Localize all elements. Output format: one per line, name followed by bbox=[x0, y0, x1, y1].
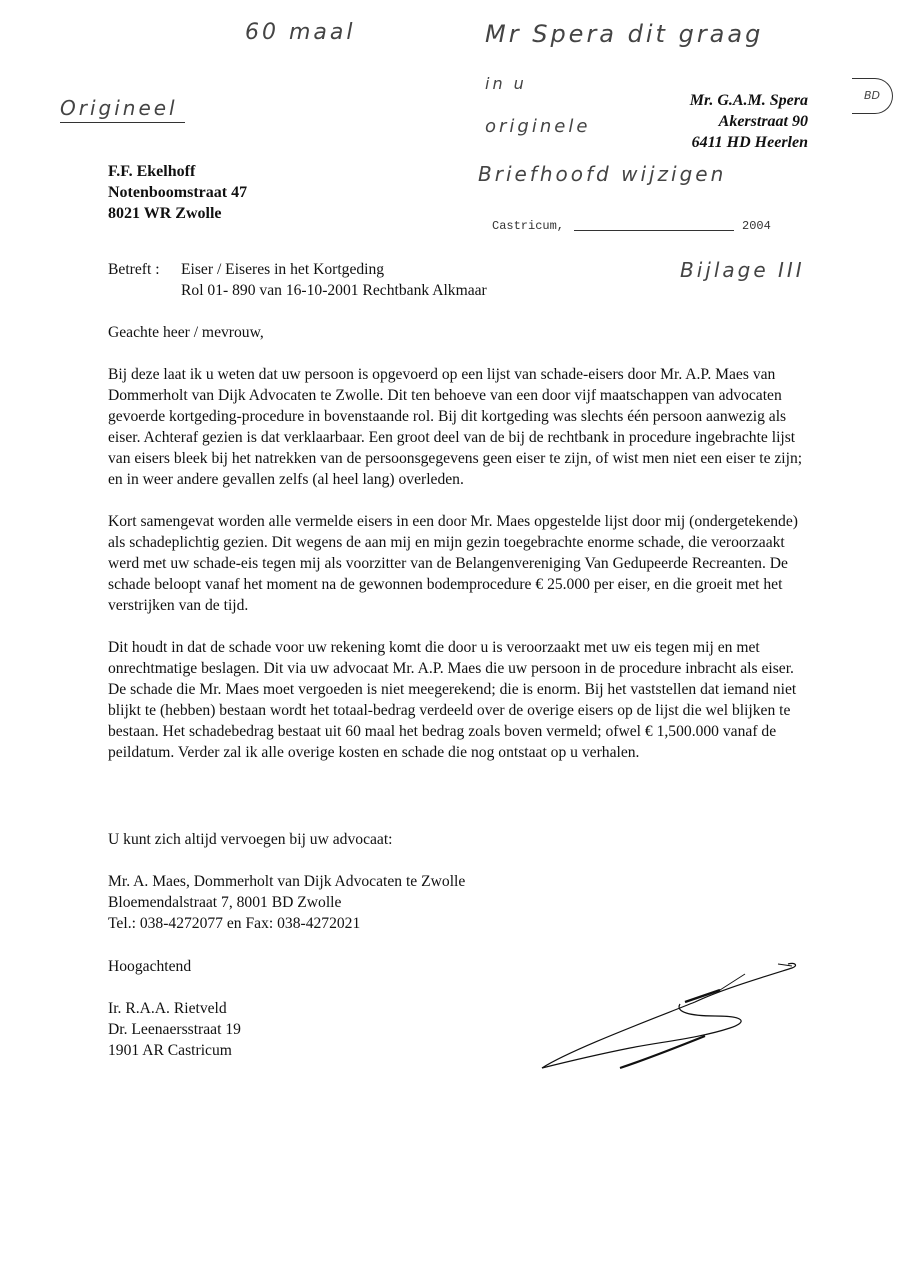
initials-stamp: BD bbox=[852, 78, 893, 114]
paragraph-2: Kort samengevat worden alle vermelde eisers in een door Mr. Maes opgestelde lijst door mij (ondergetekende) als schadeplichtig gezien. Dit wegens de aan mij en mijn gezin toegebrachte enorme schade, die veroorzaakt werd met uw schade-eis tegen mij als voorzitter van de Belangenvereniging Van Gedupeerde Recreanten. De schade beloopt vanaf het moment na de gewonnen bodemprocedure € 25.000 per eiser, en die groeit met het verstrijken van de tijd. bbox=[108, 513, 798, 614]
paragraph-4: U kunt zich altijd vervoegen bij uw advocaat: bbox=[108, 831, 393, 848]
signatory-name: Ir. R.A.A. Rietveld bbox=[108, 1000, 227, 1017]
date-year: 2004 bbox=[742, 219, 771, 233]
subject-label: Betreft : bbox=[108, 261, 160, 278]
handwritten-note-line2: in u bbox=[485, 74, 527, 93]
signature-icon bbox=[530, 950, 810, 1080]
recipient-address bbox=[690, 90, 808, 153]
lawyer-line-3: Tel.: 038-4272077 en Fax: 038-4272021 bbox=[108, 915, 361, 932]
recipient-street: Akerstraat 90 bbox=[718, 113, 808, 130]
subject-line-2: Rol 01- 890 van 16-10-2001 Rechtbank Alkmaar bbox=[181, 282, 487, 299]
sender-name: F.F. Ekelhoff bbox=[108, 163, 196, 180]
subject-block bbox=[108, 259, 487, 301]
handwritten-note-line1: Mr Spera dit graag bbox=[485, 20, 764, 48]
handwritten-note-line4: Briefhoofd wijzigen bbox=[478, 162, 727, 186]
lawyer-line-2: Bloemendalstraat 7, 8001 BD Zwolle bbox=[108, 894, 342, 911]
salutation: Geachte heer / mevrouw, bbox=[108, 324, 264, 341]
subject-line-1: Eiser / Eiseres in het Kortgeding bbox=[181, 261, 385, 278]
date-place: Castricum, bbox=[492, 219, 565, 233]
closing: Hoogachtend bbox=[108, 958, 192, 975]
handwritten-note-origineel: Origineel bbox=[60, 96, 185, 123]
signatory-city: 1901 AR Castricum bbox=[108, 1042, 232, 1059]
signatory-street: Dr. Leenaersstraat 19 bbox=[108, 1021, 241, 1038]
sender-city: 8021 WR Zwolle bbox=[108, 205, 222, 222]
lawyer-address bbox=[108, 871, 465, 934]
sender-street: Notenboomstraat 47 bbox=[108, 184, 248, 201]
letter-body bbox=[108, 364, 810, 763]
handwritten-note-line3: originele bbox=[485, 116, 591, 137]
lawyer-line-1: Mr. A. Maes, Dommerholt van Dijk Advocaten te Zwolle bbox=[108, 873, 466, 890]
paragraph-3: Dit houdt in dat de schade voor uw rekening komt die door u is veroorzaakt met uw eis tegen mij en met onrechtmatige beslagen. Dit via uw advocaat Mr. A.P. Maes die uw persoon in de procedure inbracht als eiser. De schade die Mr. Maes moet vergoeden is niet meegerekend; die is enorm. Bij het vaststellen dat iemand niet blijkt te (hebben) bestaan wordt het totaal-bedrag verdeeld over de overige eisers op de lijst die wel blijken te bestaan. Het schadebedrag bestaat uit 60 maal het bedrag zoals boven vermeld; ofwel € 1,500.000 vanaf de peildatum. Verder zal ik alle overige kosten en schade die nog ontstaat op u verhalen. bbox=[108, 639, 797, 761]
recipient-name: Mr. G.A.M. Spera bbox=[689, 92, 808, 109]
date-blank bbox=[574, 230, 734, 231]
paragraph-1: Bij deze laat ik u weten dat uw persoon is opgevoerd op een lijst van schade-eisers door Mr. A.P. Maes van Dommerholt van Dijk Advocaten te Zwolle. Dit ten behoeve van een door vijf maatschappen van advocaten gevoerde kortgeding-procedure in bovenstaande rol. Bij dit kortgeding was slechts één persoon aanwezig als eiser. Achteraf gezien is dat verklaarbaar. Een groot deel van de bij de rechtbank in procedure ingebrachte lijst van eisers bleek bij het natrekken van de persoonsgegevens geen eiser te zijn, of wist men niet een eiser te zijn; en in weer andere gevallen zelfs (al heel lang) overleden. bbox=[108, 366, 803, 488]
sender-address bbox=[108, 161, 247, 224]
handwritten-note-60-maal: 60 maal bbox=[245, 20, 356, 45]
recipient-city: 6411 HD Heerlen bbox=[691, 134, 808, 151]
signatory-address bbox=[108, 998, 241, 1061]
attachment-label: Bijlage III bbox=[680, 258, 805, 282]
date-line bbox=[492, 219, 771, 233]
